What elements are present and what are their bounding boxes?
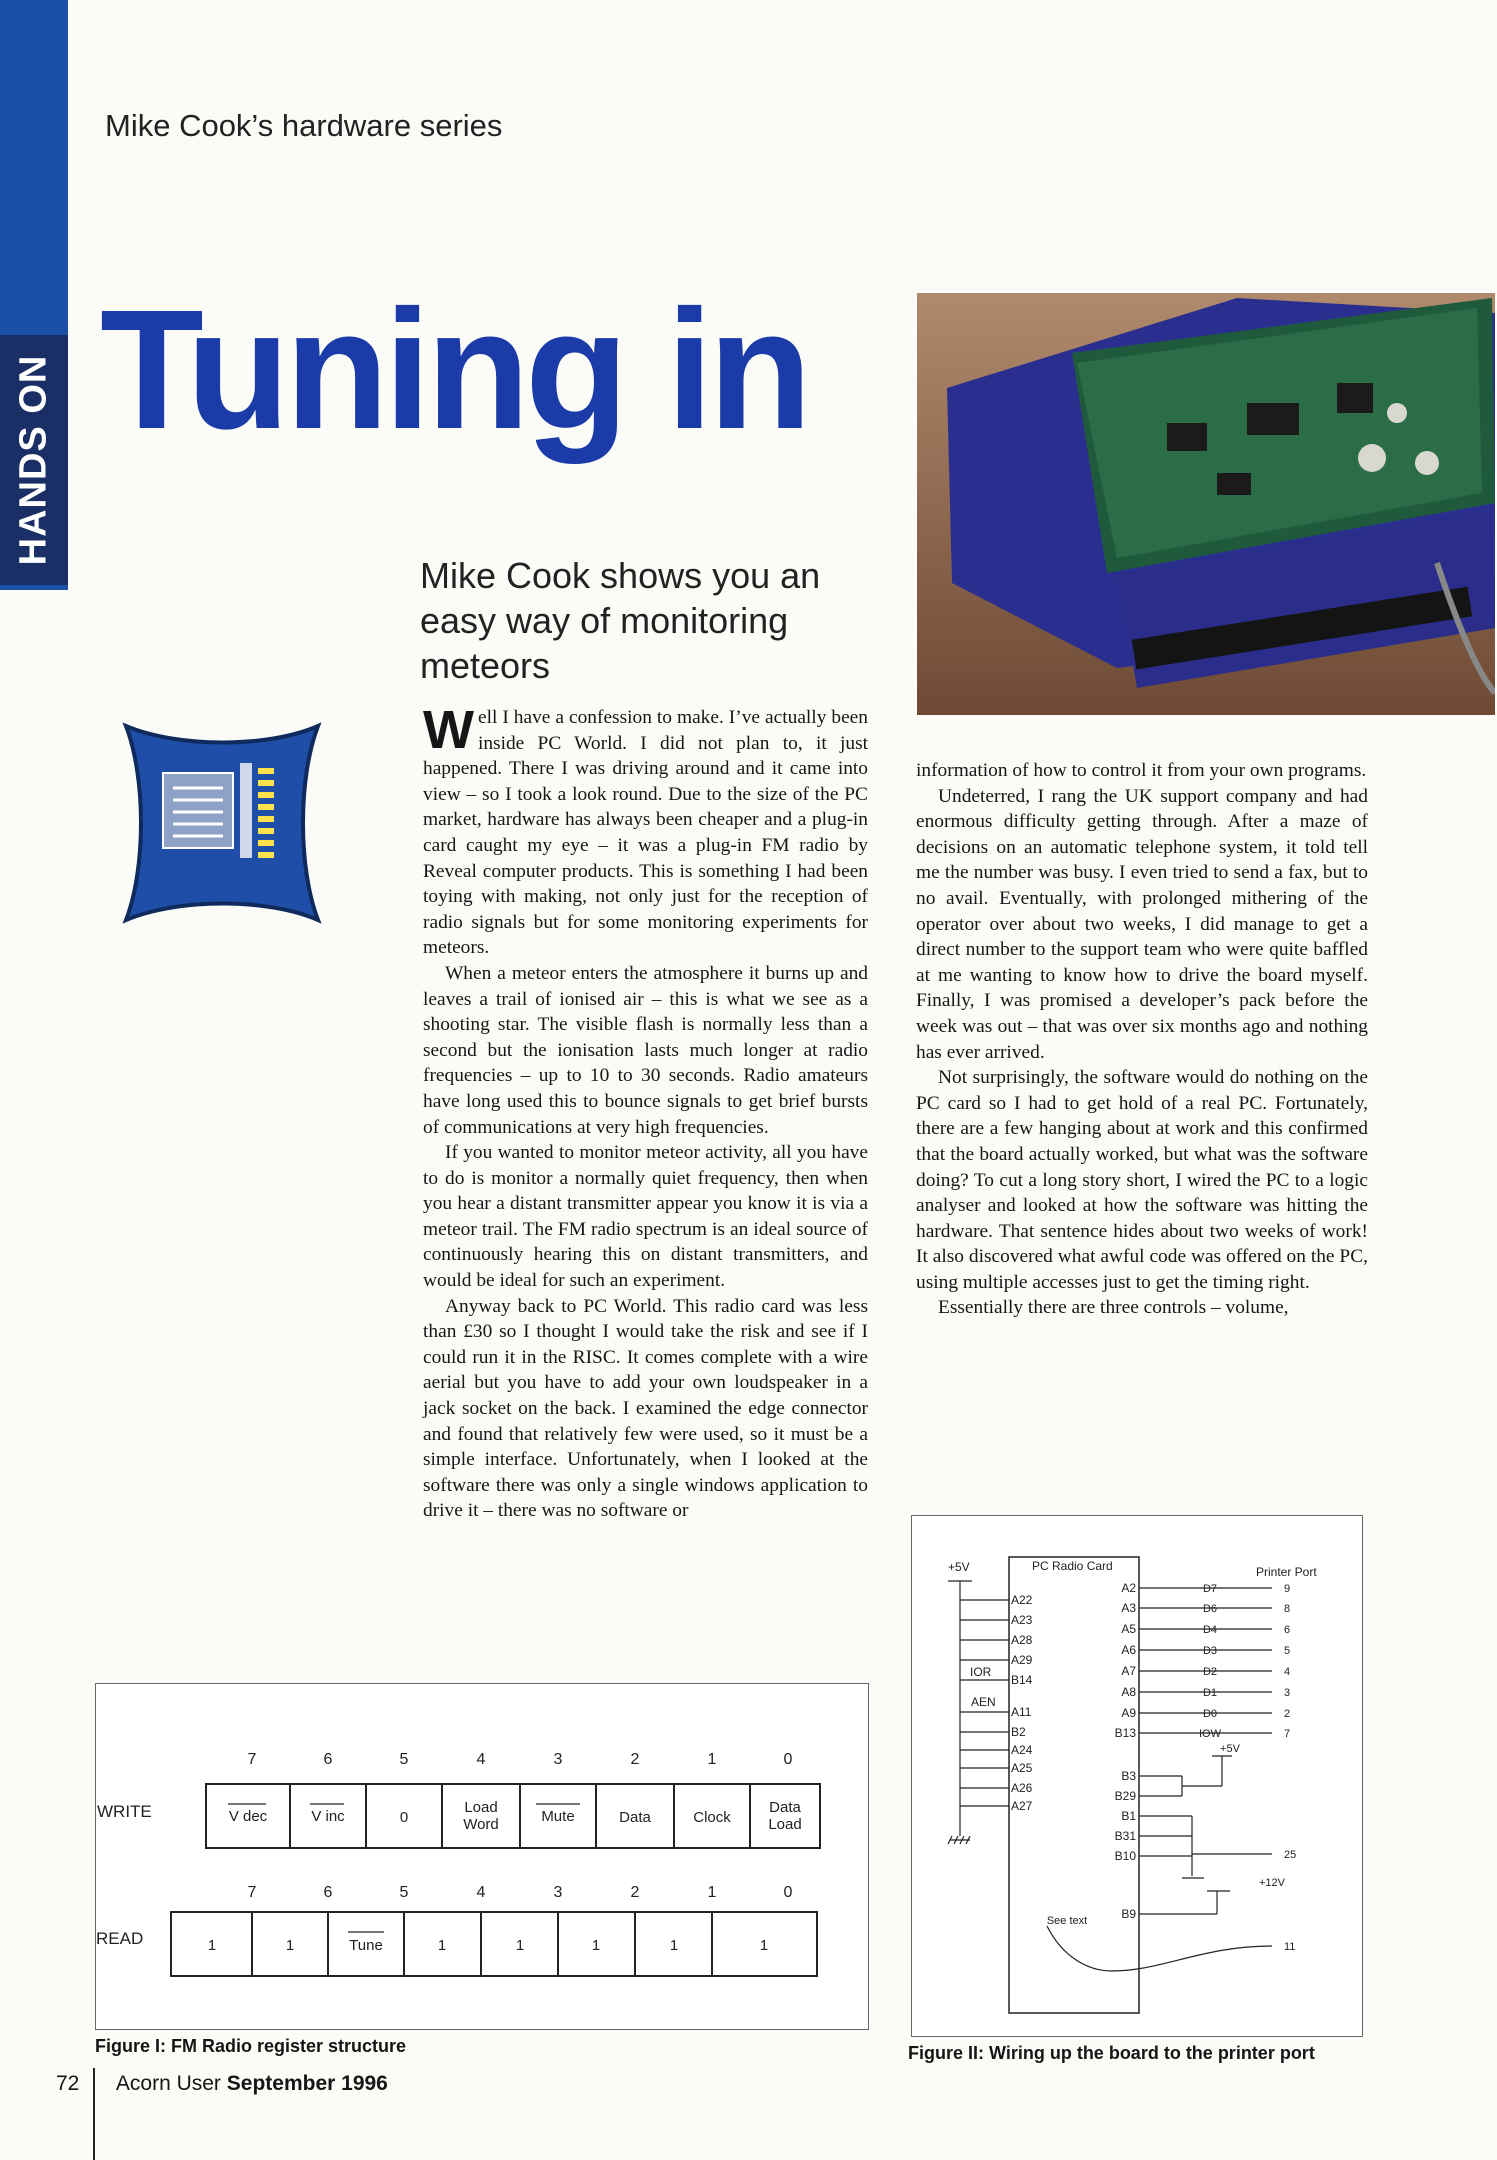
see-text-label: See text: [1046, 1915, 1088, 1927]
write-cell-line: Load: [464, 1799, 498, 1816]
page-number: 72: [56, 2072, 80, 2095]
port-pin: 6: [1284, 1624, 1291, 1636]
issue-date: September 1996: [226, 2072, 388, 2095]
pin-label: A26: [1011, 1781, 1033, 1795]
data-line: D0: [1202, 1708, 1218, 1720]
bit-label: 6: [323, 1751, 333, 1768]
bit-label: 2: [630, 1751, 640, 1768]
series-heading: Mike Cook’s hardware series: [105, 108, 503, 143]
write-cell-line: Data: [769, 1799, 801, 1816]
read-label: READ: [96, 1929, 144, 1948]
figure-2-caption: Figure II: Wiring up the board to the printer port: [908, 2043, 1315, 2063]
bit-label: 0: [783, 1884, 793, 1901]
write-cell-line: Word: [463, 1816, 499, 1833]
write-cell-line: Load: [768, 1816, 802, 1833]
section-label: HANDS ON: [0, 335, 68, 585]
write-cell: Clock: [693, 1809, 731, 1826]
bit-label: 3: [553, 1884, 563, 1901]
pin-label: A2: [1121, 1581, 1136, 1595]
pin-label: B13: [1114, 1726, 1136, 1740]
bit-label: 4: [476, 1884, 486, 1901]
pin-label: A27: [1011, 1799, 1033, 1813]
read-cell: 1: [285, 1937, 295, 1954]
bit-label: 5: [399, 1751, 409, 1768]
port-title: Printer Port: [1256, 1565, 1317, 1579]
write-cell: 0: [399, 1809, 409, 1826]
data-line: D2: [1202, 1666, 1218, 1678]
port-pin: 4: [1284, 1666, 1291, 1678]
paragraph: Well I have a confession to make. I’ve actually been inside PC World. I did not plan to, it just happened. There I was driving around and it came into view – so I took a look round. Due to the size of the PC market, hardware has always been cheaper and a plug-in card caught my eye – it was a plug-in FM radio by Reveal computer products. This is something I had been toying with making, not only just for the reception of radio signals but for some monitoring experiments for meteors.: [423, 700, 868, 959]
read-cell: 1: [437, 1937, 447, 1954]
read-cell: 1: [207, 1937, 217, 1954]
pin-label: A9: [1121, 1706, 1136, 1720]
port-pin: 2: [1284, 1708, 1291, 1720]
data-line: D7: [1202, 1583, 1218, 1595]
paragraph: When a meteor enters the atmosphere it burns up and leaves a trail of ionised air – this is what we see as a shooting star. The visible flash is normally less than a second but the ionisation lasts much longer at radio frequencies – up to 10 to 30 seconds. Radio amateurs have long used this to bounce signals to get brief bursts of communications at very high frequencies.: [423, 962, 868, 1138]
paragraph: Not surprisingly, the software would do nothing on the PC card so I had to get hold of a real PC. Fortunately, there are a few hanging about at work and this confirmed that the board actually worked, but what was the software doing? To cut a long story short, I wired the PC to a logic analyser and looked at how the software was hitting the hardware. That sentence hides about two weeks of work! It also discovered what awful code was offered on the PC, using multiple accesses just to get the timing right.: [916, 1067, 1368, 1293]
pin-label: A8: [1121, 1685, 1136, 1699]
pin-label: A24: [1011, 1743, 1033, 1757]
pin-label: A6: [1121, 1643, 1136, 1657]
port-pin: 3: [1284, 1687, 1291, 1699]
pin-label: A29: [1011, 1653, 1033, 1667]
pin-label: B1: [1121, 1809, 1136, 1823]
pin-label: A25: [1011, 1761, 1033, 1775]
ior-label: IOR: [970, 1665, 992, 1679]
pin-label: B2: [1011, 1725, 1026, 1739]
drop-cap: W: [423, 700, 474, 760]
paragraph: Undeterred, I rang the UK support company and had enormous difficulty getting through. After a maze of decisions on an automatic telephone system, it told tell me the number was busy. I even tried to send a fax, but to no avail. Eventually, with prolonged mithering of the operator over about two weeks, I did manage to get a direct number to the support team who were quite baffled at me wanting to know how to drive the board myself. Finally, I was promised a developer’s pack before the week was out – that was over six months ago and nothing has ever arrived.: [916, 785, 1368, 1063]
write-label: WRITE: [97, 1802, 152, 1821]
pin-label: B14: [1011, 1673, 1033, 1687]
write-cell: Mute: [541, 1808, 575, 1825]
body-column-1: [423, 700, 868, 1524]
port-pin: 7: [1284, 1728, 1291, 1740]
pin-label: A11: [1011, 1705, 1032, 1719]
port-pin: 5: [1284, 1645, 1291, 1657]
card-icon: [118, 718, 326, 928]
bit-label: 1: [707, 1884, 717, 1901]
paragraph: Anyway back to PC World. This radio card was less than £30 so I thought I would take the risk and see if I could run it in the RISC. It comes complete with a wire aerial but you have to add your own loudspeaker in a jack socket on the back. I examined the edge connector and found that relatively few were used, so it must be a simple interface. Unfortunately, when I looked at the software there was only a single windows application to drive it – there was no software or: [423, 1295, 868, 1522]
port-pin: 8: [1284, 1603, 1291, 1615]
pin-label: B29: [1114, 1789, 1136, 1803]
read-cell: Tune: [349, 1937, 383, 1954]
supply-label: +12V: [1259, 1877, 1285, 1889]
pin-label: A7: [1121, 1664, 1136, 1678]
article-title: Tuning in: [100, 275, 808, 465]
write-cell: Data: [619, 1809, 651, 1826]
read-cell: 1: [759, 1937, 769, 1954]
card-title: PC Radio Card: [1032, 1559, 1113, 1573]
magazine-name: Acorn User: [115, 2072, 221, 2095]
bit-label: 0: [783, 1751, 793, 1768]
article-subtitle: Mike Cook shows you an easy way of monitoring meteors: [420, 555, 821, 686]
pin-label: A3: [1121, 1601, 1136, 1615]
write-cell: V inc: [311, 1808, 345, 1825]
data-line: D6: [1202, 1603, 1218, 1615]
read-cell: 1: [591, 1937, 601, 1954]
data-line: IOW: [1199, 1728, 1221, 1740]
figure-1-caption: Figure I: FM Radio register structure: [95, 2036, 407, 2056]
bit-label: 7: [247, 1884, 257, 1901]
wiring-diagram-figure: [911, 1515, 1363, 2037]
pin-label: A28: [1011, 1633, 1033, 1647]
bit-label: 3: [553, 1751, 563, 1768]
read-cell: 1: [515, 1937, 525, 1954]
bit-label: 7: [247, 1751, 257, 1768]
port-pin: 9: [1284, 1583, 1291, 1595]
data-line: D4: [1202, 1624, 1218, 1636]
pin-label: A22: [1011, 1593, 1033, 1607]
read-cell: 1: [669, 1937, 679, 1954]
section-tab: [0, 0, 68, 590]
pin-label: B9: [1121, 1907, 1136, 1921]
page-footer: [56, 2072, 388, 2096]
pin-label: A23: [1011, 1613, 1033, 1627]
paragraph: If you wanted to monitor meteor activity, all you have to do is monitor a normally quiet frequency, then when you hear a distant transmitter appear you know it is via a meteor trail. The FM radio spectrum is an ideal source of continuously hearing this on distant transmitters, and would be ideal for such an experiment.: [423, 1142, 868, 1292]
pin-label: B3: [1121, 1769, 1136, 1783]
radio-card-photo: [917, 293, 1495, 715]
pin-label: B10: [1114, 1849, 1136, 1863]
port-pin: 25: [1284, 1849, 1297, 1861]
register-structure-figure: [95, 1683, 869, 2030]
data-line: D1: [1202, 1687, 1218, 1699]
paragraph: information of how to control it from your own programs.: [916, 760, 1367, 781]
data-line: D3: [1202, 1645, 1218, 1657]
bit-label: 6: [323, 1884, 333, 1901]
write-cell: V dec: [228, 1808, 268, 1825]
bit-label: 2: [630, 1884, 640, 1901]
aen-label: AEN: [971, 1695, 996, 1709]
port-pin: 11: [1284, 1941, 1296, 1953]
bit-label: 5: [399, 1884, 409, 1901]
bit-label: 4: [476, 1751, 486, 1768]
bit-label: 1: [707, 1751, 717, 1768]
pin-label: B31: [1114, 1829, 1136, 1843]
paragraph: Essentially there are three controls – volume,: [938, 1297, 1289, 1319]
body-column-2: [916, 758, 1368, 1321]
supply-label: +5V: [948, 1560, 970, 1574]
supply-label: +5V: [1220, 1743, 1240, 1755]
pin-label: A5: [1121, 1622, 1136, 1636]
